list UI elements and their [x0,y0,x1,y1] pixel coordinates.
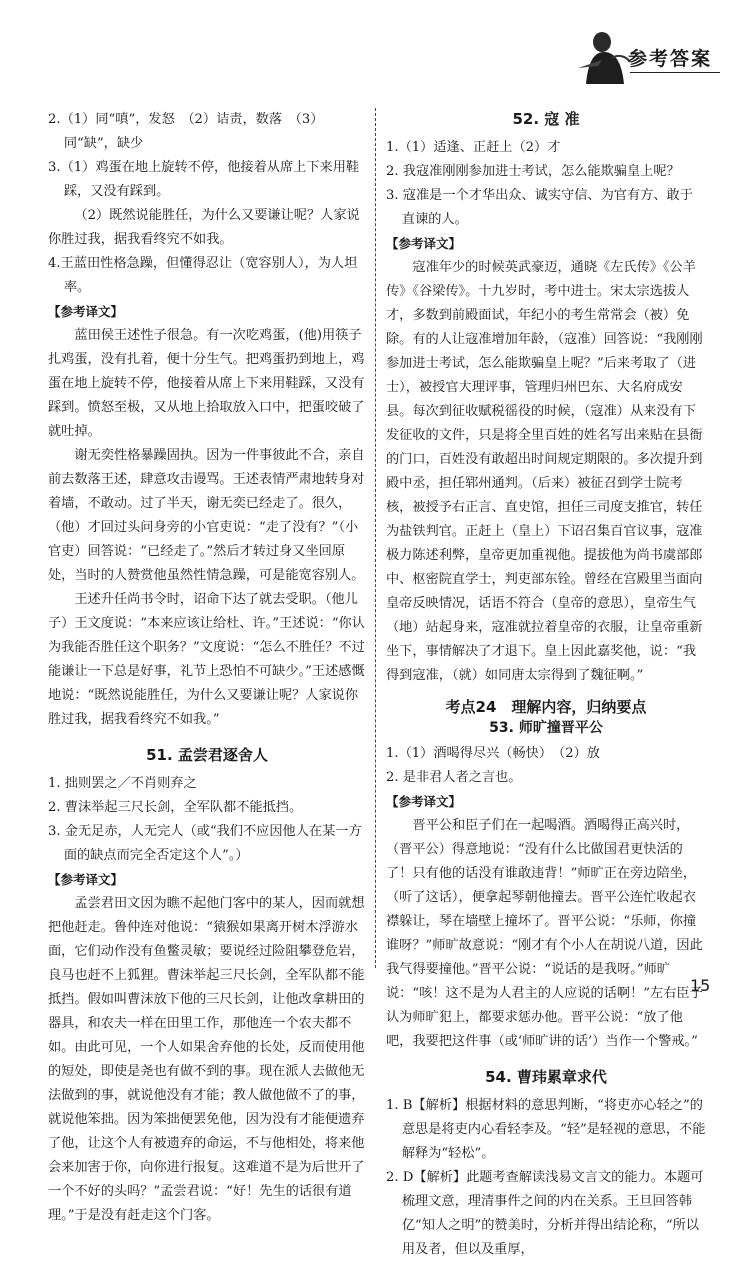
answer-item: （2）既然说能胜任，为什么又要谦让呢？人家说你胜过我，据我看终究不如我。 [48,208,360,247]
section-title-54: 54. 曹玮累章求代 [485,1068,607,1086]
scholar-figure-icon [572,28,632,86]
answer-item: 4.王蓝田性格急躁，但懂得忍让（宽容别人），为人坦率。 [48,256,358,295]
translation-paragraph: 寇准年少的时候英武豪迈，通晓《左氏传》《公羊传》《谷梁传》。十九岁时，考中进士。宋太宗选拔人才，多数到前殿面试，年纪小的考生常常会（被）免除。有的人让寇准增加年龄，（寇准）回答说：“我刚刚参加进士考试，怎么能欺骗皇上呢？”后来考取了（进士），被授官大理评事，管理归州巴东、大名府成安县。每次到征收赋税徭役的时候，（寇准）从来没有下发征收的文件，只是将全里百姓的姓名写出来贴在县衙的门口，百姓没有敢超出时间规定期限的。多次提升到殿中丞，担任郓州通判。（后来）被征召到学士院考核，被授予右正言、直史馆，担任三司度支推官，转任为盐铁判官。正赶上（皇上）下诏召集百官议事，寇准极力陈述利弊，皇帝更加重视他。提拔他为尚书虞部郎中、枢密院直学士，判吏部东铨。曾经在宫殿里当面向皇帝反映情况，话语不符合（皇帝的意思），皇帝生气（地）站起身来，寇准就拉着皇帝的衣服，让皇帝重新坐下，事情解决了才退下。皇上因此嘉奖他，说：“我得到寇准，（就）如同唐太宗得到了魏征啊。” [386,260,703,683]
left-column [48,108,366,1228]
kaodian-title: 考点24 理解内容，归纳要点 [445,698,647,716]
header-title: 参考答案 [628,48,713,70]
answer-item: 2. 是非君人者之言也。 [386,770,522,785]
section-title-53: 53. 师旷撞晋平公 [489,720,603,736]
answer-item: 1.（1）适逢、正赶上（2）才 [386,140,561,155]
answer-item: 2. D【解析】此题考查解读浅易文言文的能力。本题可梳理文意，理清事件之间的内在关系。王旦回答韩亿“知人之明”的赞美时，分析并得出结论称，“所以用及者，但以及重厚， [386,1170,704,1257]
page-header [0,0,750,100]
translation-paragraph: 孟尝君田文因为瞧不起他门客中的某人，因而就想把他赶走。鲁仲连对他说：“猿猴如果离开树木浮游水面，它们动作没有鱼鳖灵敏；要说经过险阻攀登危岩，良马也赶不上狐狸。曹沫举起三尺长剑，全军队都不能抵挡。假如叫曹沫放下他的三尺长剑，让他改拿耕田的器具，和农夫一样在田里工作，那他连一个农夫都不如。由此可见，一个人如果舍弃他的长处，反而使用他的短处，即使是尧也有做不到的事。现在派人去做他无法做到的事，就说他没有才能；教人做他做不了的事，就说他笨拙。因为笨拙便罢免他，因为没有才能便遗弃了他，让这个人有被遗弃的命运，不与他相处，将来他会来加害于你，向你进行报复。这难道不是为后世开了一个不好的头吗？”孟尝君说：“好！先生的话很有道理。”于是没有赶走这个门客。 [48,896,365,1223]
answer-item: 3. 金无足赤，人无完人（或“我们不应因他人在某一方面的缺点而完全否定这个人”。） [48,824,362,863]
reference-label: 【参考译文】 [48,304,124,319]
answer-item: 1. B【解析】根据材料的意思判断，“将吏亦心轻之”的意思是将吏内心看轻李及。“轻”是轻视的意思，不能解释为“轻松”。 [386,1098,706,1161]
page-number: 15 [690,976,711,995]
translation-paragraph: 谢无奕性格暴躁固执。因为一件事彼此不合，亲自前去数落王述，肆意攻击谩骂。王述表情严肃地转身对着墙，不敢动。过了半天，谢无奕已经走了。很久，（他）才回过头问身旁的小官吏说：“走了没有？”（小官吏）回答说：“已经走了。”然后才转过身又坐回原处，当时的人赞赏他虽然性情急躁，可是能宽容别人。 [48,448,365,583]
translation-paragraph: 蓝田侯王述性子很急。有一次吃鸡蛋，(他)用筷子扎鸡蛋，没有扎着，便十分生气。把鸡蛋扔到地上，鸡蛋在地上旋转不停，他接着从席上下来用鞋踩，又没有踩到。愤怒至极，又从地上拾取放入口中，把蛋咬破了就吐掉。 [48,328,365,439]
column-divider [375,108,376,968]
reference-label: 【参考译文】 [386,236,462,251]
translation-paragraph: 王述升任尚书令时，诏命下达了就去受职。（他儿子）王文度说：“本来应该让给杜、许。”王述说：“你认为我能否胜任这个职务？”文度说：“怎么不胜任？不过能谦让一下总是好事，礼节上恐怕不可缺少。”王述感慨地说：“既然说能胜任，为什么又要谦让呢？人家说你胜过我，据我看终究不如我。” [48,592,365,727]
answer-item: 1.（1）酒喝得尽兴（畅快） （2）放 [386,746,600,761]
answer-item: 2.（1）同“嗔”，发怒 （2）诘责，数落 （3）同“缺”，缺少 [48,112,324,151]
section-title-52: 52. 寇 准 [512,110,580,128]
header-rule [630,72,720,73]
section-title-51: 51. 孟尝君逐舍人 [146,746,268,764]
reference-label: 【参考译文】 [386,794,462,809]
reference-label: 【参考译文】 [48,872,124,887]
translation-paragraph: 晋平公和臣子们在一起喝酒。酒喝得正高兴时，（晋平公）得意地说：“没有什么比做国君更快活的了！只有他的话没有谁敢违背！”师旷正在旁边陪坐，（听了这话），便拿起琴朝他撞去。晋平公连忙收起衣襟躲让，琴在墙壁上撞坏了。晋平公说：“乐师，你撞谁呀？”师旷故意说：“刚才有个小人在胡说八道，因此我气得要撞他。”晋平公说：“说话的是我呀。”师旷说：“咳！这不是为人君主的人应说的话啊！”左右臣子认为师旷犯上，都要求惩办他。晋平公说：“放了他吧，我要把这件事（或‘师旷讲的话’）当作一个警戒。” [386,818,703,1049]
answer-item: 3. 寇准是一个才华出众、诚实守信、为官有方、敢于直谏的人。 [386,188,693,227]
answer-item: 2. 我寇准刚刚参加进士考试，怎么能欺骗皇上呢？ [386,164,680,179]
answer-item: 2. 曹沫举起三尺长剑，全军队都不能抵挡。 [48,800,303,815]
answer-item: 1. 拙则罢之／不肖则弃之 [48,776,197,791]
right-column [386,108,706,1262]
answer-item: 3.（1）鸡蛋在地上旋转不停，他接着从席上下来用鞋踩，又没有踩到。 [48,160,360,199]
